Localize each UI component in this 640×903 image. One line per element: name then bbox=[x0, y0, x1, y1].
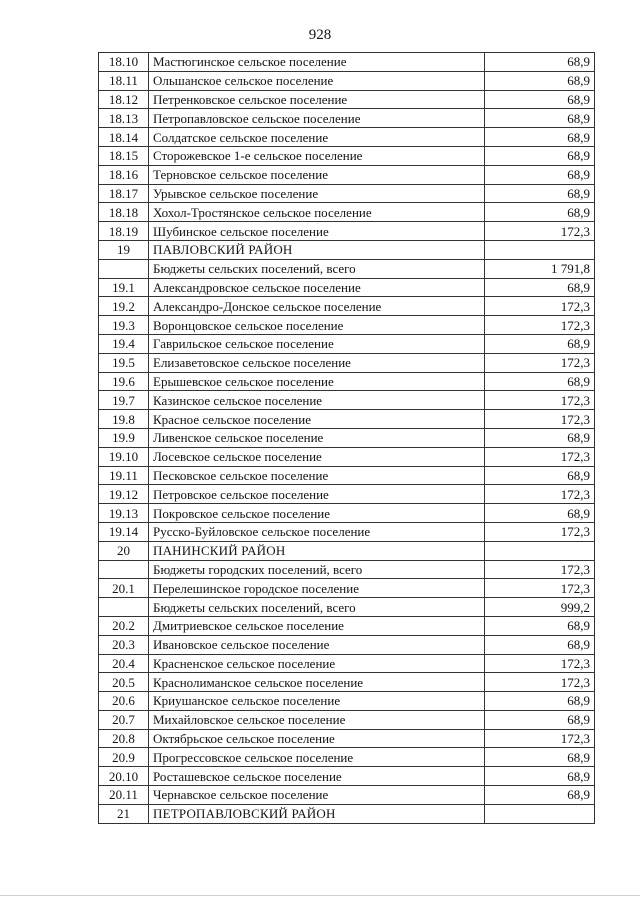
row-value-cell bbox=[485, 240, 595, 259]
row-value-cell: 172,3 bbox=[485, 560, 595, 579]
row-value-cell: 68,9 bbox=[485, 109, 595, 128]
budget-table bbox=[98, 52, 595, 824]
row-number-cell bbox=[99, 598, 149, 617]
table-body bbox=[99, 53, 595, 824]
table-row bbox=[99, 635, 595, 654]
row-name-cell: Октябрьское сельское поселение bbox=[149, 729, 485, 748]
row-name-cell: Сторожевское 1-е сельское поселение bbox=[149, 146, 485, 165]
row-name-cell: Воронцовское сельское поселение bbox=[149, 316, 485, 335]
row-number-cell: 20.9 bbox=[99, 748, 149, 767]
row-number-cell bbox=[99, 560, 149, 579]
row-value-cell: 172,3 bbox=[485, 522, 595, 541]
page-number: 928 bbox=[308, 27, 332, 43]
row-value-cell: 68,9 bbox=[485, 128, 595, 147]
row-value-cell: 68,9 bbox=[485, 334, 595, 353]
row-name-cell: Елизаветовское сельское поселение bbox=[149, 353, 485, 372]
row-name-cell: Казинское сельское поселение bbox=[149, 391, 485, 410]
row-number-cell: 18.17 bbox=[99, 184, 149, 203]
row-value-cell: 172,3 bbox=[485, 297, 595, 316]
row-name-cell: Лосевское сельское поселение bbox=[149, 447, 485, 466]
row-number-cell: 18.12 bbox=[99, 90, 149, 109]
table-row bbox=[99, 767, 595, 786]
row-number-cell: 19 bbox=[99, 240, 149, 259]
table-row bbox=[99, 748, 595, 767]
row-number-cell: 19.5 bbox=[99, 353, 149, 372]
district-row bbox=[99, 240, 595, 259]
table-row bbox=[99, 278, 595, 297]
row-value-cell: 172,3 bbox=[485, 410, 595, 429]
row-number-cell: 19.8 bbox=[99, 410, 149, 429]
table-row bbox=[99, 128, 595, 147]
scan-edge-line bbox=[0, 895, 640, 896]
row-name-cell: Петровское сельское поселение bbox=[149, 485, 485, 504]
row-number-cell: 20.7 bbox=[99, 710, 149, 729]
row-name-cell: Дмитриевское сельское поселение bbox=[149, 616, 485, 635]
row-number-cell bbox=[99, 259, 149, 278]
table-row bbox=[99, 466, 595, 485]
row-value-cell: 172,3 bbox=[485, 447, 595, 466]
table-row bbox=[99, 90, 595, 109]
row-name-cell: Терновское сельское поселение bbox=[149, 165, 485, 184]
table-row bbox=[99, 165, 595, 184]
row-name-cell: Краснолиманское сельское поселение bbox=[149, 673, 485, 692]
row-value-cell: 172,3 bbox=[485, 222, 595, 241]
row-name-cell: Бюджеты сельских поселений, всего bbox=[149, 259, 485, 278]
row-number-cell: 20.3 bbox=[99, 635, 149, 654]
row-number-cell: 19.9 bbox=[99, 428, 149, 447]
table-row bbox=[99, 222, 595, 241]
row-name-cell: Прогрессовское сельское поселение bbox=[149, 748, 485, 767]
subtotal-row bbox=[99, 560, 595, 579]
row-value-cell bbox=[485, 804, 595, 823]
row-number-cell: 18.15 bbox=[99, 146, 149, 165]
row-number-cell: 20 bbox=[99, 541, 149, 560]
table-row bbox=[99, 673, 595, 692]
row-value-cell: 68,9 bbox=[485, 428, 595, 447]
table-row bbox=[99, 485, 595, 504]
row-name-cell: Хохол-Тростянское сельское поселение bbox=[149, 203, 485, 222]
row-value-cell: 172,3 bbox=[485, 579, 595, 598]
row-name-cell: Чернавское сельское поселение bbox=[149, 786, 485, 805]
row-value-cell: 172,3 bbox=[485, 485, 595, 504]
row-name-cell: Бюджеты городских поселений, всего bbox=[149, 560, 485, 579]
row-number-cell: 18.13 bbox=[99, 109, 149, 128]
row-name-cell: Бюджеты сельских поселений, всего bbox=[149, 598, 485, 617]
row-name-cell: Петропавловское сельское поселение bbox=[149, 109, 485, 128]
row-name-cell: Ивановское сельское поселение bbox=[149, 635, 485, 654]
row-value-cell: 172,3 bbox=[485, 316, 595, 335]
row-value-cell: 68,9 bbox=[485, 786, 595, 805]
table-row bbox=[99, 391, 595, 410]
row-name-cell: Красное сельское поселение bbox=[149, 410, 485, 429]
row-name-cell: Перелешинское городское поселение bbox=[149, 579, 485, 598]
row-value-cell: 172,3 bbox=[485, 729, 595, 748]
subtotal-row bbox=[99, 259, 595, 278]
row-number-cell: 18.11 bbox=[99, 71, 149, 90]
table-row bbox=[99, 786, 595, 805]
row-name-cell: Ливенское сельское поселение bbox=[149, 428, 485, 447]
row-number-cell: 19.12 bbox=[99, 485, 149, 504]
row-value-cell: 68,9 bbox=[485, 71, 595, 90]
row-number-cell: 20.1 bbox=[99, 579, 149, 598]
row-value-cell: 172,3 bbox=[485, 353, 595, 372]
row-number-cell: 19.2 bbox=[99, 297, 149, 316]
table-row bbox=[99, 447, 595, 466]
table-row bbox=[99, 410, 595, 429]
row-value-cell: 1 791,8 bbox=[485, 259, 595, 278]
row-value-cell: 172,3 bbox=[485, 654, 595, 673]
table-row bbox=[99, 109, 595, 128]
row-number-cell: 20.4 bbox=[99, 654, 149, 673]
row-number-cell: 19.6 bbox=[99, 372, 149, 391]
row-number-cell: 19.1 bbox=[99, 278, 149, 297]
table-row bbox=[99, 579, 595, 598]
table-row bbox=[99, 729, 595, 748]
row-number-cell: 18.16 bbox=[99, 165, 149, 184]
row-value-cell: 68,9 bbox=[485, 184, 595, 203]
row-number-cell: 19.14 bbox=[99, 522, 149, 541]
row-value-cell: 68,9 bbox=[485, 372, 595, 391]
row-name-cell: Ольшанское сельское поселение bbox=[149, 71, 485, 90]
row-number-cell: 19.7 bbox=[99, 391, 149, 410]
row-number-cell: 18.14 bbox=[99, 128, 149, 147]
row-number-cell: 19.10 bbox=[99, 447, 149, 466]
row-value-cell: 68,9 bbox=[485, 748, 595, 767]
table-row bbox=[99, 71, 595, 90]
row-value-cell: 68,9 bbox=[485, 710, 595, 729]
table-row bbox=[99, 372, 595, 391]
row-number-cell: 19.13 bbox=[99, 504, 149, 523]
table-row bbox=[99, 184, 595, 203]
row-name-cell: Гаврильское сельское поселение bbox=[149, 334, 485, 353]
row-value-cell: 68,9 bbox=[485, 767, 595, 786]
row-number-cell: 20.10 bbox=[99, 767, 149, 786]
table-row bbox=[99, 616, 595, 635]
row-name-cell: Песковское сельское поселение bbox=[149, 466, 485, 485]
row-value-cell: 68,9 bbox=[485, 635, 595, 654]
row-name-cell: ПАНИНСКИЙ РАЙОН bbox=[149, 541, 485, 560]
row-value-cell: 999,2 bbox=[485, 598, 595, 617]
subtotal-row bbox=[99, 598, 595, 617]
row-name-cell: Мастюгинское сельское поселение bbox=[149, 53, 485, 72]
row-value-cell: 68,9 bbox=[485, 165, 595, 184]
table-row bbox=[99, 654, 595, 673]
row-name-cell: Криушанское сельское поселение bbox=[149, 692, 485, 711]
table-row bbox=[99, 297, 595, 316]
row-value-cell: 68,9 bbox=[485, 278, 595, 297]
row-number-cell: 21 bbox=[99, 804, 149, 823]
row-value-cell: 68,9 bbox=[485, 692, 595, 711]
table-row bbox=[99, 53, 595, 72]
table-row bbox=[99, 316, 595, 335]
table-row bbox=[99, 353, 595, 372]
row-name-cell: Петренковское сельское поселение bbox=[149, 90, 485, 109]
row-number-cell: 19.11 bbox=[99, 466, 149, 485]
row-name-cell: Михайловское сельское поселение bbox=[149, 710, 485, 729]
row-name-cell: Александровское сельское поселение bbox=[149, 278, 485, 297]
row-value-cell bbox=[485, 541, 595, 560]
row-name-cell: Красненское сельское поселение bbox=[149, 654, 485, 673]
row-name-cell: Александро-Донское сельское поселение bbox=[149, 297, 485, 316]
table-row bbox=[99, 428, 595, 447]
row-number-cell: 19.3 bbox=[99, 316, 149, 335]
table-row bbox=[99, 146, 595, 165]
row-name-cell: Урывское сельское поселение bbox=[149, 184, 485, 203]
row-name-cell: Ерышевское сельское поселение bbox=[149, 372, 485, 391]
row-value-cell: 68,9 bbox=[485, 466, 595, 485]
table-row bbox=[99, 334, 595, 353]
row-number-cell: 20.6 bbox=[99, 692, 149, 711]
row-number-cell: 18.19 bbox=[99, 222, 149, 241]
row-number-cell: 20.5 bbox=[99, 673, 149, 692]
district-row bbox=[99, 804, 595, 823]
row-name-cell: ПАВЛОВСКИЙ РАЙОН bbox=[149, 240, 485, 259]
district-row bbox=[99, 541, 595, 560]
row-value-cell: 68,9 bbox=[485, 146, 595, 165]
row-value-cell: 68,9 bbox=[485, 90, 595, 109]
table-row bbox=[99, 203, 595, 222]
row-name-cell: Шубинское сельское поселение bbox=[149, 222, 485, 241]
row-name-cell: Солдатское сельское поселение bbox=[149, 128, 485, 147]
row-value-cell: 68,9 bbox=[485, 53, 595, 72]
row-number-cell: 18.10 bbox=[99, 53, 149, 72]
row-value-cell: 68,9 bbox=[485, 616, 595, 635]
row-number-cell: 20.11 bbox=[99, 786, 149, 805]
row-value-cell: 68,9 bbox=[485, 504, 595, 523]
row-name-cell: Русско-Буйловское сельское поселение bbox=[149, 522, 485, 541]
row-name-cell: Росташевское сельское поселение bbox=[149, 767, 485, 786]
table-row bbox=[99, 710, 595, 729]
row-number-cell: 20.2 bbox=[99, 616, 149, 635]
table-row bbox=[99, 692, 595, 711]
row-number-cell: 19.4 bbox=[99, 334, 149, 353]
row-name-cell: ПЕТРОПАВЛОВСКИЙ РАЙОН bbox=[149, 804, 485, 823]
row-value-cell: 172,3 bbox=[485, 391, 595, 410]
row-number-cell: 18.18 bbox=[99, 203, 149, 222]
table-row bbox=[99, 504, 595, 523]
row-number-cell: 20.8 bbox=[99, 729, 149, 748]
row-value-cell: 68,9 bbox=[485, 203, 595, 222]
row-name-cell: Покровское сельское поселение bbox=[149, 504, 485, 523]
row-value-cell: 172,3 bbox=[485, 673, 595, 692]
table-row bbox=[99, 522, 595, 541]
